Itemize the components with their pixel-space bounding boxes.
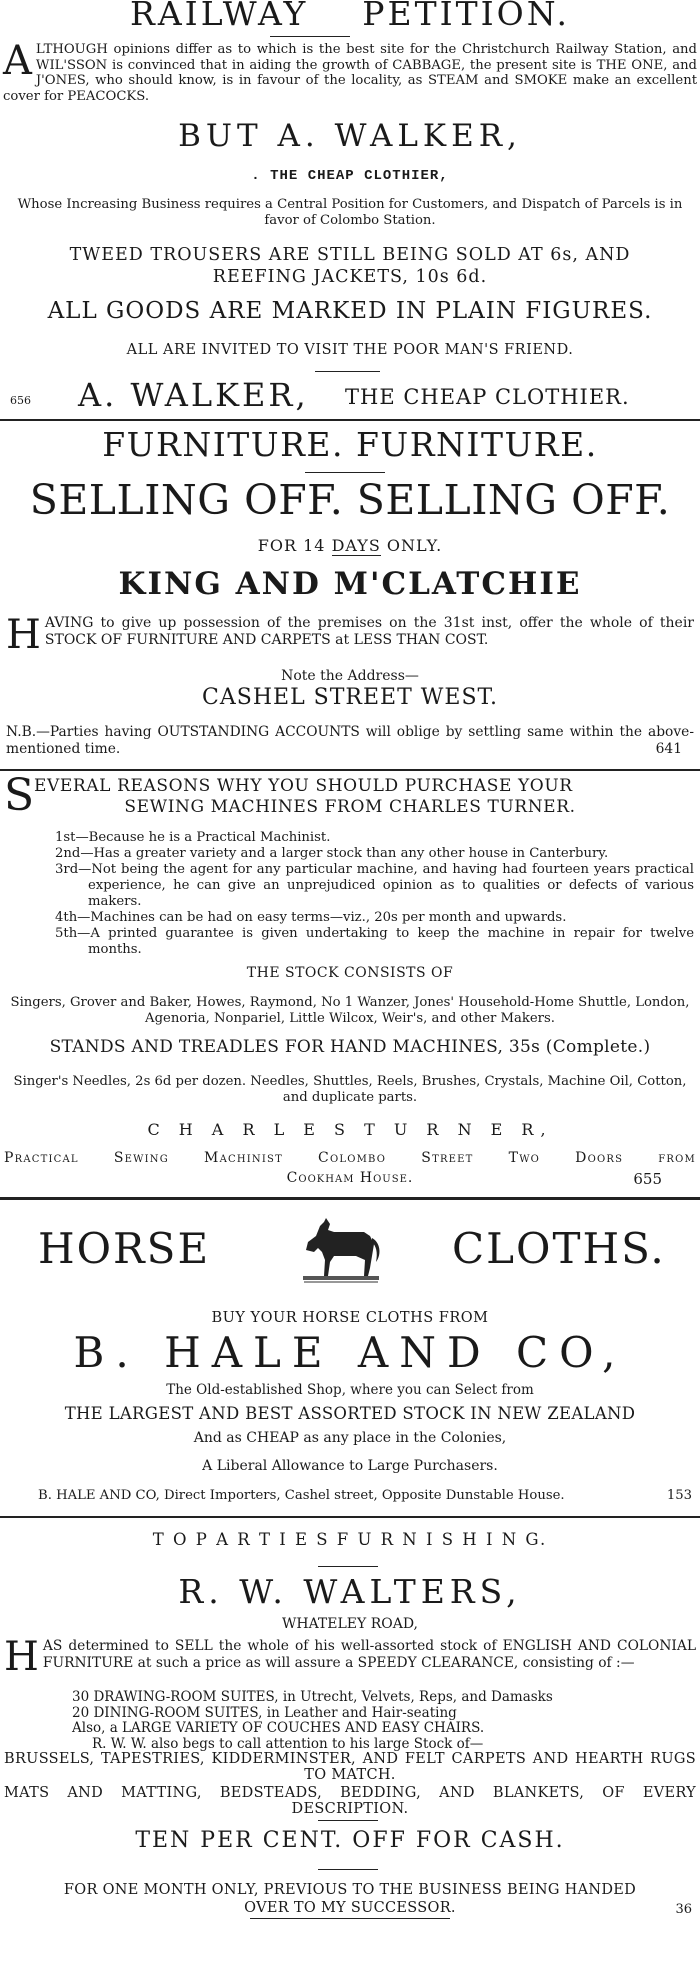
reason-item: 1st—Because he is a Practical Machinist.	[55, 830, 331, 845]
sewing-heading	[0, 770, 700, 822]
title-rule	[270, 36, 350, 37]
short-rule	[315, 371, 380, 372]
sewing-head-line-2: SEWING MACHINES FROM CHARLES TURNER.	[124, 797, 576, 817]
invited-line: ALL ARE INVITED TO VISIT THE POOR MAN'S FRIEND.	[126, 342, 574, 358]
but-a-walker-heading: BUT A. WALKER,	[178, 118, 522, 154]
short-rule	[318, 1566, 378, 1567]
fourteen-days-line	[0, 536, 700, 555]
needles-line: Singer's Needles, 2s 6d per dozen. Needles, Shuttles, Reels, Brushes, Crystals, Machine Oil, Cotton, and duplicate parts.	[13, 1074, 687, 1105]
railway-body: LTHOUGH opinions differ as to which is the best site for the Christchurch Railway Station, and WIL'SSON is convinced that in aiding the growth of CABBAGE, the present site is THE ONE, and J'ONES, who should know, is in favour of the locality, as STEAM and SMOKE make an excellent cover for PEACOCKS.	[3, 42, 697, 104]
sewing-head-line-1: EVERAL REASONS WHY YOU SHOULD PURCHASE YOUR	[34, 776, 573, 796]
cloths-word: CLOTHS.	[452, 1224, 666, 1273]
mats-paragraph: MATS AND MATTING, BEDSTEADS, BEDDING, AND BLANKETS, OF EVERY DESCRIPTION.	[4, 1785, 696, 1817]
cookham-line	[0, 1170, 700, 1190]
walters-body: AS determined to SELL the whole of his well-assorted stock of ENGLISH AND COLONIAL FURNITURE at such a price as will assure a SPEEDY CLEARANCE, consisting of :—	[42, 1638, 696, 1671]
short-rule	[318, 1869, 378, 1870]
whateley-road: WHATELEY ROAD,	[281, 1616, 418, 1632]
divider	[0, 769, 700, 771]
walker-name: A. WALKER,	[78, 376, 309, 414]
title-word-petition: PETITION.	[362, 0, 570, 33]
horse-icon	[298, 1212, 384, 1286]
railway-paragraph	[0, 38, 700, 104]
horse-word: HORSE	[38, 1224, 211, 1273]
drop-cap: A	[3, 38, 32, 84]
hale-address: B. HALE AND CO, Direct Importers, Cashel street, Opposite Dunstable House.	[38, 1488, 565, 1503]
drop-cap: H	[6, 612, 41, 658]
cheap-colonies-line: And as CHEAP as any place in the Colonies,	[193, 1430, 507, 1446]
reason-item: 5th—A printed guarantee is given undertaking to keep the machine in repair for twelve months.	[55, 926, 694, 957]
reason-item: 4th—Machines can be had on easy terms—viz., 20s per month and upwards.	[55, 910, 567, 925]
stock-consists-heading: THE STOCK CONSISTS OF	[246, 965, 454, 981]
furniture-paragraph	[0, 612, 700, 658]
nb-paragraph	[0, 724, 700, 758]
short-rule	[318, 1820, 378, 1821]
liberal-allowance-line: A Liberal Allowance to Large Purchasers.	[202, 1458, 498, 1474]
old-established-line: The Old-established Shop, where you can Select from	[166, 1382, 534, 1398]
makers-list: Singers, Grover and Baker, Howes, Raymond, No 1 Wanzer, Jones' Household-Home Shuttle, London, Agenoria, Nonpariel, Little Wilcox, Weir's, and other Makers.	[10, 995, 690, 1026]
cashel-street-west: CASHEL STREET WEST.	[202, 685, 498, 710]
note-address: Note the Address—	[281, 668, 419, 684]
days-word: DAYS	[331, 536, 381, 555]
parties-furnishing-heading: T O P A R T I E S F U R N I S H I N G.	[152, 1530, 548, 1549]
plain-figures-line: ALL GOODS ARE MARKED IN PLAIN FIGURES.	[47, 298, 653, 324]
nb-text: N.B.—Parties having OUTSTANDING ACCOUNTS will oblige by settling same within the above-mentioned time.	[6, 724, 694, 757]
whose-paragraph: Whose Increasing Business requires a Central Position for Customers, and Dispatch of Parcels is in favor of Colombo Station.	[17, 197, 683, 228]
short-rule	[305, 472, 385, 473]
walker-signature	[0, 376, 700, 416]
reason-item: 3rd—Not being the agent for any particular machine, and having had fourteen years practical experience, he can give an unprejudiced opinion as to qualities or defects of various makers.	[55, 862, 694, 909]
hale-footer	[0, 1488, 700, 1508]
ad-number: 153	[666, 1488, 692, 1503]
days-prefix: FOR 14	[257, 536, 326, 555]
title-word-railway: RAILWAY	[130, 0, 309, 33]
cheap-clothier-sig: THE CHEAP CLOTHIER.	[345, 385, 630, 409]
railway-petition-title	[0, 0, 700, 33]
tweed-line-1: TWEED TROUSERS ARE STILL BEING SOLD AT 6s, AND	[69, 245, 631, 265]
ad-number: 656	[10, 394, 31, 407]
reason-item: 2nd—Has a greater variety and a larger stock than any other house in Canterbury.	[55, 846, 609, 861]
one-month-line-2: OVER TO MY SUCCESSOR.	[244, 1900, 456, 1916]
b-hale-heading: B. HALE AND CO,	[73, 1328, 627, 1377]
ad-number: 641	[655, 741, 682, 757]
underline-rule	[250, 1918, 450, 1919]
divider	[0, 1197, 700, 1200]
furniture-body: AVING to give up possession of the premises on the 31st inst, offer the whole of their STOCK OF FURNITURE AND CARPETS at LESS THAN COST.	[44, 615, 694, 648]
buy-horse-cloths-line: BUY YOUR HORSE CLOTHS FROM	[211, 1310, 489, 1326]
charles-turner-name: C H A R L E S T U R N E R,	[147, 1120, 553, 1139]
selling-off-heading: SELLING OFF. SELLING OFF.	[29, 476, 671, 524]
brussels-paragraph: BRUSSELS, TAPESTRIES, KIDDERMINSTER, AND FELT CARPETS AND HEARTH RUGS TO MATCH.	[4, 1751, 696, 1783]
stock-item: Also, a LARGE VARIETY OF COUCHES AND EASY CHAIRS.	[72, 1720, 485, 1736]
ad-number: 36	[675, 1902, 692, 1917]
reasons-list	[0, 830, 700, 958]
stock-item: R. W. W. also begs to call attention to his large Stock of—	[92, 1735, 484, 1752]
cookham-house: Cookham House.	[286, 1170, 414, 1186]
horse-cloths-heading	[0, 1212, 700, 1296]
divider	[0, 419, 700, 421]
stock-item: 20 DINING-ROOM SUITES, in Leather and Hair-seating	[72, 1704, 457, 1721]
drop-cap: H	[4, 1634, 39, 1680]
ten-per-cent-line: TEN PER CENT. OFF FOR CASH.	[135, 1828, 565, 1853]
drop-cap: S	[4, 770, 35, 821]
tweed-line-2: REEFING JACKETS, 10s 6d.	[212, 267, 488, 287]
one-month-line-1: FOR ONE MONTH ONLY, PREVIOUS TO THE BUSINESS BEING HANDED	[63, 1882, 637, 1898]
rw-walters-heading: R. W. WALTERS,	[178, 1572, 522, 1611]
largest-stock-line: THE LARGEST AND BEST ASSORTED STOCK IN NEW ZEALAND	[64, 1404, 636, 1423]
ad-number: 655	[633, 1170, 662, 1188]
practical-machinist-line: Practical Sewing Machinist Colombo Street Two Doors from	[4, 1150, 696, 1166]
king-mclatchie-heading: KING AND M'CLATCHIE	[118, 566, 582, 602]
walters-paragraph	[0, 1634, 700, 1680]
stands-treadles-line: STANDS AND TREADLES FOR HAND MACHINES, 35s (Complete.)	[49, 1037, 651, 1057]
stock-item: 30 DRAWING-ROOM SUITES, in Utrecht, Velvets, Reps, and Damasks	[72, 1689, 553, 1705]
walters-stock-list	[0, 1690, 700, 1752]
furniture-heading: FURNITURE. FURNITURE.	[102, 425, 598, 464]
divider	[0, 1516, 700, 1518]
days-suffix: ONLY.	[386, 536, 443, 555]
cheap-clothier-line: . THE CHEAP CLOTHIER,	[251, 168, 449, 184]
